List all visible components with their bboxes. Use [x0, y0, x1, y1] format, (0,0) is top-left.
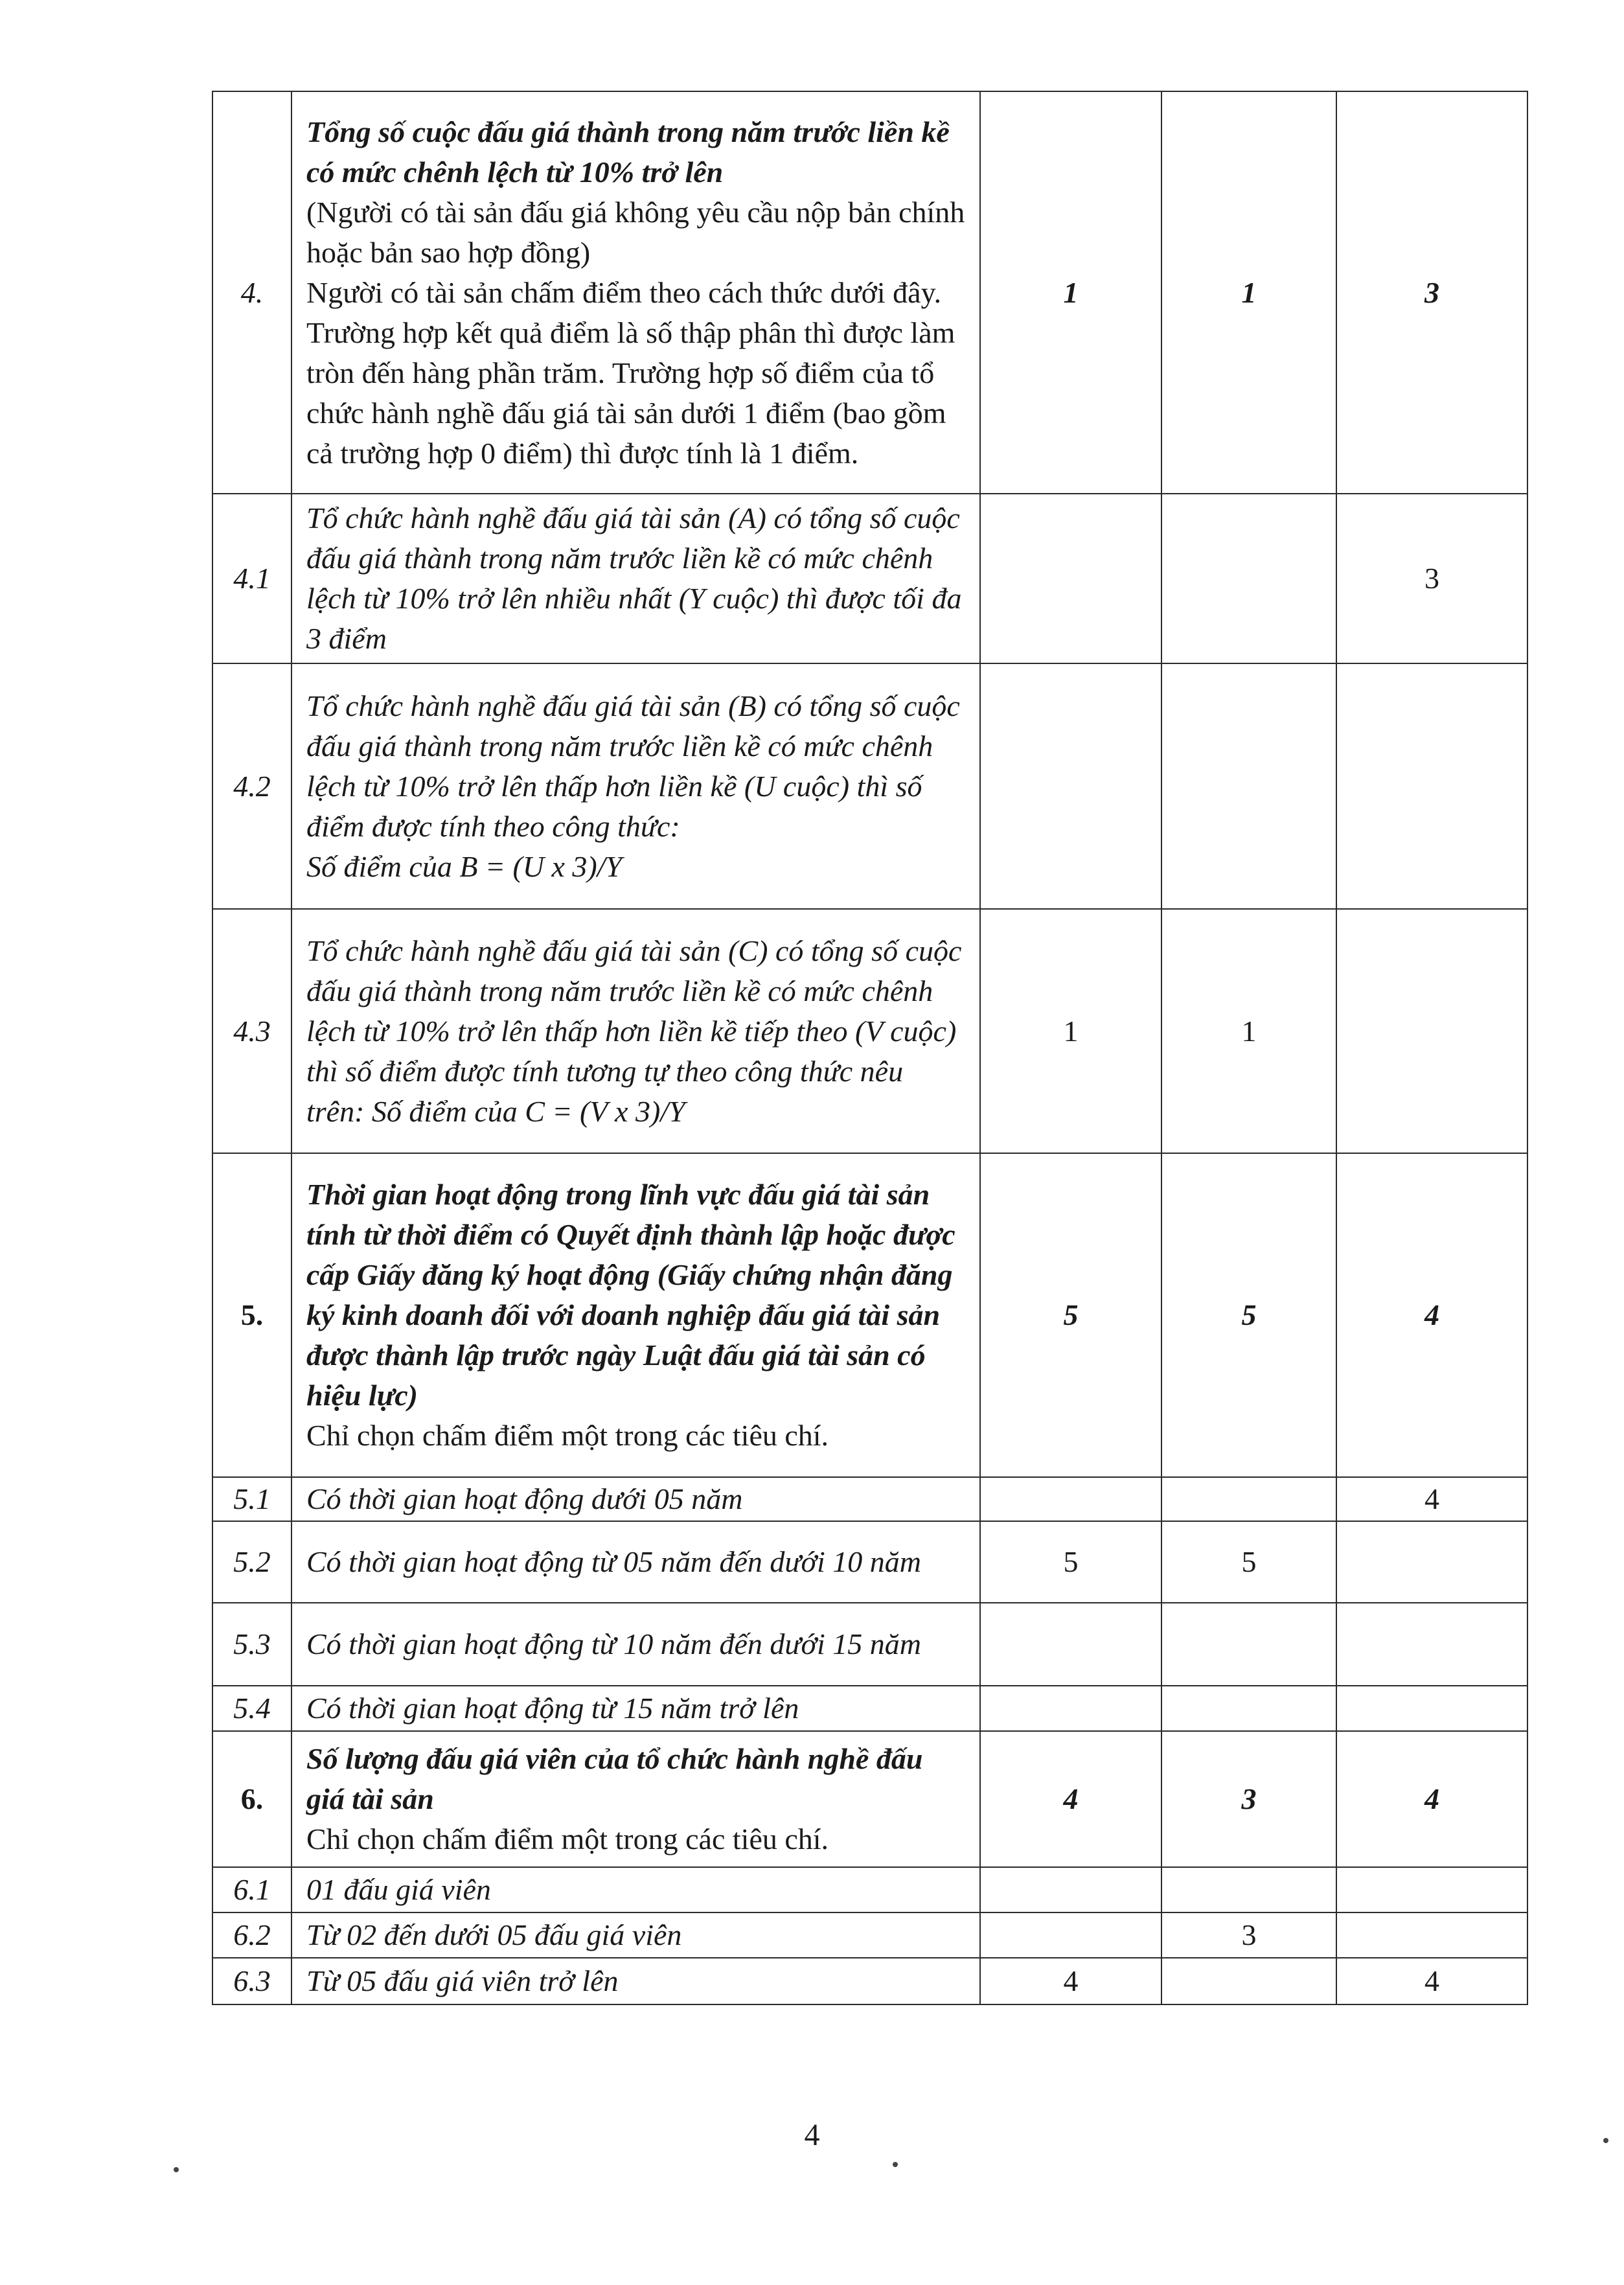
criterion-number: 6. — [212, 1731, 292, 1867]
score-cell: 4 — [980, 1731, 1161, 1867]
criterion-number: 6.1 — [212, 1867, 292, 1912]
table-row — [212, 909, 1527, 1153]
table-row — [212, 91, 1527, 494]
criterion-description: Có thời gian hoạt động từ 10 năm đến dưới 15 năm — [292, 1603, 980, 1686]
criterion-text: Tổ chức hành nghề đấu giá tài sản (B) có tổng số cuộc đấu giá thành trong năm trước liền kề có mức chênh lệch từ 10% trở lên thấp hơn liền kề (U cuộc) thì số điểm được tính theo công thức: — [306, 689, 960, 843]
criterion-number: 5.2 — [212, 1521, 292, 1603]
criterion-description: Từ 05 đấu giá viên trở lên — [292, 1958, 980, 2004]
table-row — [212, 1477, 1527, 1521]
table-row — [212, 1153, 1527, 1477]
scan-speck — [1603, 2138, 1608, 2143]
criterion-number: 5.1 — [212, 1477, 292, 1521]
score-cell — [1161, 1867, 1336, 1912]
table-row — [212, 1867, 1527, 1912]
table-row — [212, 663, 1527, 909]
score-cell: 4 — [980, 1958, 1161, 2004]
criterion-description — [292, 1731, 980, 1867]
score-cell — [1161, 1958, 1336, 2004]
score-cell — [1336, 1867, 1527, 1912]
score-cell — [1336, 1603, 1527, 1686]
page-number: 4 — [804, 2118, 820, 2152]
score-cell: 3 — [1336, 494, 1527, 663]
criterion-body: (Người có tài sản đấu giá không yêu cầu nộp bản chính hoặc bản sao hợp đồng) Người có tài sản chấm điểm theo cách thức dưới đây. Trường hợp kết quả điểm là số thập phân thì được làm tròn đến hàng phần trăm. Trường hợp số điểm của tổ chức hành nghề đấu giá tài sản dưới 1 điểm (bao gồm cả trường hợp 0 điểm) thì được tính là 1 điểm. — [306, 195, 965, 470]
criterion-description: Có thời gian hoạt động từ 15 năm trở lên — [292, 1686, 980, 1731]
criterion-title: Số lượng đấu giá viên của tổ chức hành nghề đấu giá tài sản — [306, 1742, 923, 1815]
score-cell — [1161, 1686, 1336, 1731]
score-cell — [1161, 1477, 1336, 1521]
table-row — [212, 1958, 1527, 2004]
score-cell: 4 — [1336, 1477, 1527, 1521]
score-cell — [980, 494, 1161, 663]
criterion-description: Tổ chức hành nghề đấu giá tài sản (C) có tổng số cuộc đấu giá thành trong năm trước liền kề có mức chênh lệch từ 10% trở lên thấp hơn liền kề tiếp theo (V cuộc) thì số điểm được tính tương tự theo công thức nêu trên: Số điểm của C = (V x 3)/Y — [292, 909, 980, 1153]
criterion-body: Chỉ chọn chấm điểm một trong các tiêu chí. — [306, 1419, 829, 1452]
criterion-description — [292, 663, 980, 909]
score-cell — [980, 1686, 1161, 1731]
criterion-description — [292, 1153, 980, 1477]
score-cell: 5 — [1161, 1521, 1336, 1603]
score-cell: 3 — [1336, 91, 1527, 494]
score-cell: 5 — [980, 1153, 1161, 1477]
score-cell: 1 — [1161, 91, 1336, 494]
criterion-number: 4. — [212, 91, 292, 494]
score-cell: 5 — [980, 1521, 1161, 1603]
criterion-number: 5.4 — [212, 1686, 292, 1731]
criterion-number: 6.3 — [212, 1958, 292, 2004]
criterion-description: Từ 02 đến dưới 05 đấu giá viên — [292, 1912, 980, 1958]
criterion-number: 6.2 — [212, 1912, 292, 1958]
criterion-number: 4.1 — [212, 494, 292, 663]
criterion-description: 01 đấu giá viên — [292, 1867, 980, 1912]
criterion-number: 4.3 — [212, 909, 292, 1153]
criterion-number: 5. — [212, 1153, 292, 1477]
criterion-description: Tổ chức hành nghề đấu giá tài sản (A) có tổng số cuộc đấu giá thành trong năm trước liền kề có mức chênh lệch từ 10% trở lên nhiều nhất (Y cuộc) thì được tối đa 3 điểm — [292, 494, 980, 663]
score-cell — [980, 1603, 1161, 1686]
table-row — [212, 1521, 1527, 1603]
score-cell — [1336, 1912, 1527, 1958]
criterion-title: Thời gian hoạt động trong lĩnh vực đấu giá tài sản tính từ thời điểm có Quyết định thành lập hoặc được cấp Giấy đăng ký hoạt động (Giấy chứng nhận đăng ký kinh doanh đối với doanh nghiệp đấu giá tài sản được thành lập trước ngày Luật đấu giá tài sản có hiệu lực) — [306, 1178, 955, 1412]
score-cell: 1 — [1161, 909, 1336, 1153]
score-cell — [1161, 494, 1336, 663]
criterion-number: 4.2 — [212, 663, 292, 909]
criterion-description: Có thời gian hoạt động từ 05 năm đến dưới 10 năm — [292, 1521, 980, 1603]
score-cell: 4 — [1336, 1153, 1527, 1477]
scan-speck — [893, 2162, 898, 2167]
score-cell — [980, 1477, 1161, 1521]
score-cell — [1336, 663, 1527, 909]
criterion-description — [292, 91, 980, 494]
score-cell: 1 — [980, 91, 1161, 494]
table-row — [212, 1731, 1527, 1867]
score-cell — [1336, 1686, 1527, 1731]
score-cell: 5 — [1161, 1153, 1336, 1477]
table-row — [212, 494, 1527, 663]
score-cell — [980, 1867, 1161, 1912]
score-cell: 4 — [1336, 1958, 1527, 2004]
score-cell — [980, 663, 1161, 909]
table-row — [212, 1603, 1527, 1686]
table-row — [212, 1686, 1527, 1731]
scoring-table — [212, 91, 1528, 2005]
score-cell — [980, 1912, 1161, 1958]
score-cell — [1161, 663, 1336, 909]
criterion-formula: Số điểm của B = (U x 3)/Y — [306, 849, 623, 883]
score-cell — [1336, 909, 1527, 1153]
criterion-title: Tổng số cuộc đấu giá thành trong năm trước liền kề có mức chênh lệch từ 10% trở lên — [306, 115, 950, 189]
score-cell: 1 — [980, 909, 1161, 1153]
score-cell: 3 — [1161, 1912, 1336, 1958]
table-row — [212, 1912, 1527, 1958]
score-cell: 3 — [1161, 1731, 1336, 1867]
criterion-description: Có thời gian hoạt động dưới 05 năm — [292, 1477, 980, 1521]
criterion-number: 5.3 — [212, 1603, 292, 1686]
score-cell — [1161, 1603, 1336, 1686]
criterion-body: Chỉ chọn chấm điểm một trong các tiêu chí. — [306, 1822, 829, 1855]
score-cell — [1336, 1521, 1527, 1603]
scan-speck — [174, 2167, 179, 2172]
score-cell: 4 — [1336, 1731, 1527, 1867]
